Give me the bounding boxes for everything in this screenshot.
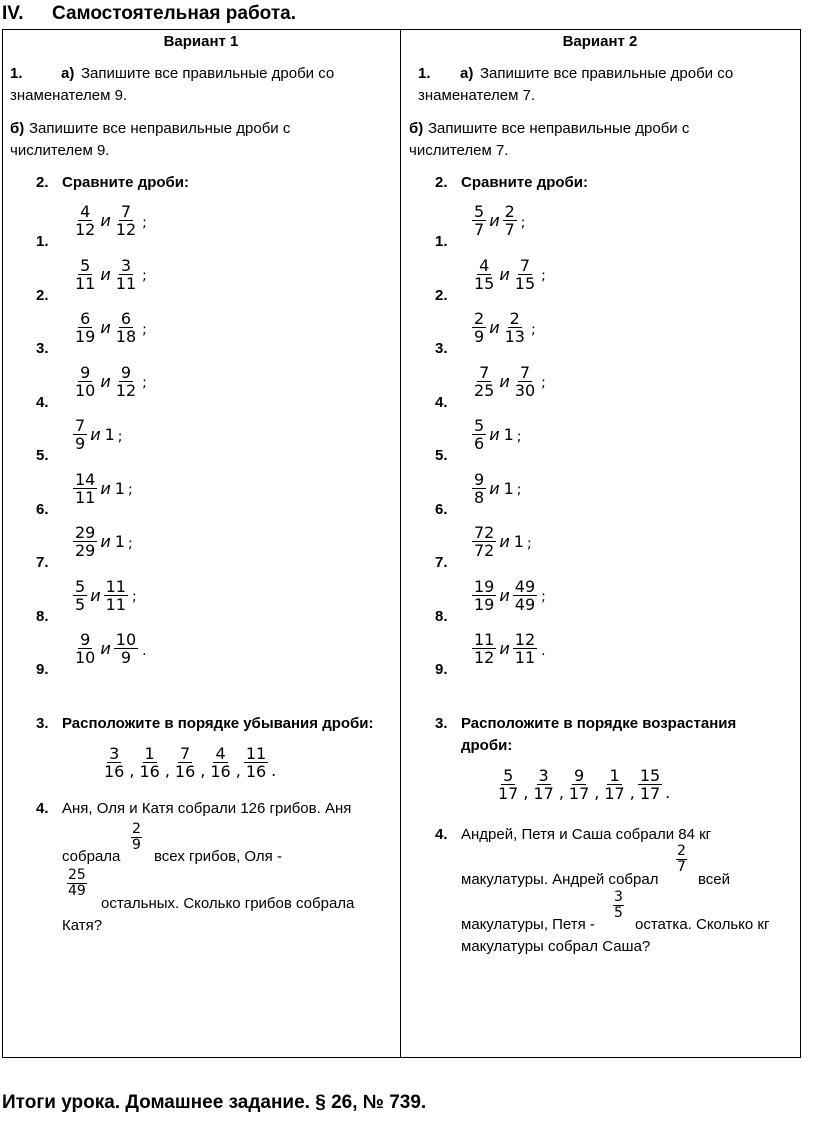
task-4-line-4: Катя?	[62, 917, 103, 934]
whole-number: 1	[513, 532, 524, 551]
conjunction: и	[489, 478, 500, 498]
fraction-b	[104, 578, 128, 613]
fraction-denominator: 12	[75, 220, 96, 239]
compare-item	[471, 578, 546, 613]
task-1b-text: Запишите все неправильные дроби с	[428, 120, 690, 137]
fraction-a	[472, 310, 486, 345]
conjunction: и	[100, 318, 111, 337]
punctuation: ;	[516, 428, 522, 445]
fraction-denominator: 5	[75, 594, 86, 614]
variant-1-title: Вариант 1	[163, 33, 239, 50]
punctuation: ;	[530, 321, 536, 338]
fraction-denominator: 16	[104, 762, 125, 781]
order-fraction	[244, 745, 268, 780]
task-3-title: Расположите в порядке убывания дроби:	[62, 715, 374, 732]
fraction-b	[114, 364, 138, 399]
fraction-numerator: 9	[80, 362, 91, 382]
punctuation: ;	[142, 214, 147, 231]
task-1a-number: 1.	[10, 65, 23, 82]
separator: ,	[235, 761, 241, 780]
conjunction: и	[499, 371, 510, 391]
fraction-denominator: 11	[115, 273, 137, 293]
compare-item-number: 4.	[435, 393, 448, 411]
fraction-a	[472, 364, 496, 399]
fraction-numerator: 3	[109, 744, 120, 763]
fraction-denominator: 7	[474, 220, 485, 239]
fraction-numerator: 4	[80, 202, 91, 221]
task-1b-text-cont: числителем 7.	[409, 142, 509, 159]
punctuation: ;	[131, 589, 137, 605]
separator: ,	[629, 783, 635, 802]
section-title: Самостоятельная работа.	[52, 3, 296, 24]
compare-item	[72, 578, 137, 613]
compare-item-number: 8.	[36, 607, 49, 625]
punctuation: ;	[541, 589, 546, 605]
fraction-numerator: 5	[75, 576, 86, 596]
fraction-numerator: 10	[115, 630, 137, 649]
separator: ,	[164, 761, 170, 780]
task-4-line-3a: макулатуры, Петя -	[461, 916, 595, 933]
compare-item	[471, 364, 546, 399]
task-4-line-2a: собрала	[62, 848, 121, 865]
fraction-denominator: 49	[68, 883, 86, 899]
fraction-numerator: 11	[105, 576, 126, 596]
task-3-number: 3.	[435, 715, 448, 732]
task-2-title: Сравните дроби:	[62, 174, 190, 191]
section-number: IV.	[2, 3, 24, 24]
fraction-a	[472, 203, 486, 238]
task-2-number: 2.	[36, 174, 49, 191]
fraction-numerator: 3	[614, 889, 623, 905]
fraction-denominator: 29	[75, 541, 96, 560]
compare-item-number: 3.	[36, 340, 49, 357]
variant-1-column	[3, 29, 399, 1058]
fraction-a	[73, 203, 97, 238]
compare-item	[72, 417, 123, 452]
fraction-a	[73, 417, 87, 452]
fraction-numerator: 2	[132, 821, 141, 837]
fraction-a	[73, 578, 87, 613]
conjunction: и	[100, 371, 111, 391]
fraction-denominator: 9	[132, 837, 141, 853]
fraction-denominator: 9	[474, 327, 485, 346]
punctuation: ;	[541, 375, 546, 391]
fraction-denominator: 16	[245, 762, 267, 781]
fraction-numerator: 6	[80, 309, 91, 328]
compare-item	[72, 524, 133, 559]
compare-item	[72, 364, 147, 399]
separator: ,	[558, 783, 564, 802]
compare-item-number: 2.	[435, 286, 448, 304]
fraction-a	[73, 310, 97, 345]
fraction-numerator: 12	[514, 630, 536, 649]
fraction-denominator: 16	[139, 762, 160, 781]
fraction-numerator: 4	[479, 255, 490, 275]
fraction-denominator: 6	[474, 434, 485, 453]
fraction-numerator: 9	[80, 630, 91, 649]
fraction-denominator: 12	[115, 220, 137, 239]
task-4-line-2b: всех грибов, Оля -	[154, 848, 282, 865]
fraction-denominator: 18	[115, 327, 137, 346]
conjunction: и	[489, 211, 500, 230]
fraction-denominator: 11	[75, 273, 96, 293]
fraction-numerator: 14	[75, 469, 96, 489]
fraction-denominator: 17	[604, 784, 625, 803]
separator: .	[271, 761, 277, 780]
fraction-numerator: 7	[120, 202, 132, 221]
task-4-line-2b: всей	[698, 871, 731, 888]
fraction-denominator: 72	[474, 541, 495, 560]
variant-2-column	[402, 29, 798, 1058]
compare-item-number: 3.	[435, 340, 448, 357]
order-fractions	[101, 745, 278, 780]
order-fractions	[495, 767, 672, 802]
task-1a-text-cont: знаменателем 7.	[418, 87, 536, 104]
separator: ,	[594, 783, 600, 802]
fraction-a	[472, 631, 496, 666]
fraction-numerator: 9	[474, 469, 485, 489]
whole-number: 1	[503, 478, 514, 498]
whole-number: 1	[503, 425, 514, 444]
conjunction: и	[100, 211, 111, 230]
whole-number: 1	[104, 425, 115, 444]
fraction-numerator: 9	[120, 362, 132, 382]
compare-item-number: 9.	[435, 661, 448, 678]
compare-item-number: 9.	[36, 661, 49, 678]
conjunction: и	[100, 264, 111, 284]
fraction-a	[73, 257, 97, 292]
fraction-numerator: 5	[474, 416, 485, 435]
compare-item-number: 6.	[435, 500, 448, 518]
fraction-numerator: 4	[215, 744, 226, 763]
punctuation: ;	[142, 375, 147, 391]
punctuation: .	[541, 642, 546, 659]
task-4-number: 4.	[435, 826, 448, 843]
whole-number: 1	[114, 478, 125, 498]
fraction-numerator: 7	[75, 416, 86, 435]
conjunction: и	[489, 318, 500, 337]
fraction-numerator: 2	[677, 843, 686, 859]
task-1b-label: б)	[409, 120, 424, 137]
fraction-numerator: 7	[519, 255, 531, 275]
compare-item	[471, 417, 522, 452]
fraction-numerator: 2	[474, 309, 485, 328]
fraction-numerator: 5	[80, 255, 91, 275]
fraction-a	[73, 364, 97, 399]
fraction-denominator: 49	[514, 594, 536, 614]
fraction-numerator: 9	[573, 766, 585, 785]
separator: .	[665, 783, 671, 802]
order-fraction	[567, 767, 591, 802]
task-1a-label: а)	[61, 65, 75, 82]
order-fraction	[173, 745, 197, 780]
order-fraction	[102, 745, 126, 780]
fraction-numerator: 5	[503, 766, 514, 785]
fraction-numerator: 1	[144, 744, 155, 763]
fraction-numerator: 6	[120, 309, 132, 328]
fraction-b	[513, 578, 537, 613]
compare-item-number: 6.	[36, 500, 49, 518]
fraction-numerator: 3	[120, 255, 132, 275]
task-3-title: Расположите в порядке возрастания	[461, 715, 737, 732]
fraction-b	[513, 631, 537, 666]
punctuation: ;	[117, 428, 123, 445]
compare-item-number: 4.	[36, 393, 49, 411]
punctuation: ;	[142, 321, 147, 338]
conjunction: и	[499, 639, 510, 658]
fraction-denominator: 10	[75, 380, 96, 400]
compare-item	[471, 203, 526, 238]
task-4-line-3b: остатка. Сколько кг	[635, 916, 770, 933]
compare-item	[72, 310, 147, 345]
order-fraction	[531, 767, 555, 802]
compare-item	[471, 471, 522, 506]
fraction-denominator: 19	[474, 594, 495, 614]
task-4-number: 4.	[36, 800, 49, 817]
fraction-denominator: 17	[498, 784, 519, 803]
fraction-b	[503, 310, 527, 345]
fraction-a	[472, 417, 486, 452]
compare-item	[471, 524, 532, 559]
punctuation: ;	[127, 535, 133, 552]
fraction-numerator: 2	[504, 202, 515, 221]
task-4-fraction-2	[67, 868, 87, 899]
order-fraction	[137, 745, 161, 780]
order-fraction	[638, 767, 662, 802]
punctuation: ;	[541, 268, 546, 284]
fraction-denominator: 7	[677, 859, 686, 875]
conjunction: и	[499, 264, 510, 284]
punctuation: ;	[526, 535, 532, 552]
task-1a-label: а)	[460, 65, 474, 82]
task-1a-number: 1.	[418, 65, 431, 82]
fraction-denominator: 8	[474, 487, 485, 507]
conjunction: и	[100, 478, 111, 498]
punctuation: .	[142, 642, 147, 659]
fraction-b	[114, 257, 138, 292]
fraction-denominator: 9	[120, 648, 132, 667]
fraction-b	[513, 257, 537, 292]
separator: ,	[200, 761, 206, 780]
punctuation: ;	[142, 268, 147, 284]
footer-homework: Итоги урока. Домашнее задание. § 26, № 739.	[2, 1092, 427, 1113]
task-4-fraction-2	[613, 890, 624, 921]
task-4-fraction-1	[676, 844, 687, 875]
compare-item	[72, 471, 133, 506]
order-fraction	[208, 745, 232, 780]
fraction-denominator: 16	[210, 762, 231, 781]
task-2-title: Сравните дроби:	[461, 174, 589, 191]
task-4-fraction-1	[131, 822, 142, 853]
fraction-denominator: 10	[75, 648, 96, 667]
punctuation: ;	[127, 482, 133, 498]
fraction-denominator: 5	[614, 905, 623, 921]
fraction-a	[472, 471, 486, 506]
task-4-line-1: Андрей, Петя и Саша собрали 84 кг	[461, 826, 712, 843]
section-heading	[2, 3, 602, 29]
conjunction: и	[499, 532, 510, 551]
compare-item	[471, 257, 546, 292]
fraction-a	[73, 631, 97, 666]
fraction-numerator: 5	[474, 202, 485, 221]
whole-number: 1	[114, 532, 125, 551]
fraction-denominator: 12	[115, 380, 137, 400]
separator: ,	[129, 761, 135, 780]
fraction-a	[472, 257, 496, 292]
task-1a-text: Запишите все правильные дроби со	[480, 65, 734, 82]
compare-item-number: 5.	[435, 447, 448, 464]
compare-item	[471, 631, 546, 666]
compare-item-number: 1.	[435, 233, 448, 250]
fraction-denominator: 16	[174, 762, 196, 781]
conjunction: и	[489, 425, 500, 444]
fraction-b	[114, 310, 138, 345]
conjunction: и	[100, 532, 111, 551]
compare-item	[72, 257, 147, 292]
fraction-numerator: 7	[519, 362, 531, 382]
fraction-denominator: 15	[474, 273, 495, 293]
order-fraction	[602, 767, 626, 802]
task-1b-label: б)	[10, 120, 25, 137]
fraction-denominator: 11	[105, 594, 126, 614]
fraction-denominator: 13	[504, 327, 525, 346]
fraction-a	[73, 524, 97, 559]
variant-2-title: Вариант 2	[562, 33, 638, 50]
fraction-denominator: 12	[474, 648, 495, 667]
punctuation: ;	[516, 482, 522, 498]
fraction-numerator: 25	[68, 867, 86, 883]
task-1b-text: Запишите все неправильные дроби с	[29, 120, 291, 137]
task-4-line-2a: макулатуры. Андрей собрал	[461, 871, 659, 888]
fraction-denominator: 9	[75, 434, 86, 453]
table-divider	[400, 29, 401, 1058]
fraction-numerator: 3	[538, 766, 549, 785]
fraction-denominator: 7	[504, 220, 515, 239]
fraction-numerator: 19	[474, 576, 495, 596]
fraction-numerator: 2	[509, 309, 520, 328]
task-1a-text-cont: знаменателем 9.	[10, 87, 128, 104]
fraction-a	[472, 578, 496, 613]
task-1a-text: Запишите все правильные дроби со	[81, 65, 335, 82]
task-4-line-1: Аня, Оля и Катя собрали 126 грибов. Аня	[62, 800, 352, 817]
compare-item	[471, 310, 536, 345]
fraction-numerator: 49	[514, 576, 536, 596]
compare-item-number: 7.	[36, 554, 49, 571]
fraction-b	[503, 203, 517, 238]
fraction-denominator: 25	[474, 380, 495, 400]
fraction-denominator: 15	[514, 273, 536, 293]
fraction-denominator: 11	[514, 648, 536, 667]
fraction-b	[114, 631, 138, 666]
compare-item-number: 8.	[435, 607, 448, 625]
order-fraction	[496, 767, 520, 802]
compare-item-number: 2.	[36, 286, 49, 304]
fraction-numerator: 11	[245, 744, 267, 763]
task-3-number: 3.	[36, 715, 49, 732]
conjunction: и	[90, 585, 101, 605]
fraction-denominator: 19	[75, 327, 96, 346]
conjunction: и	[100, 639, 111, 658]
fraction-numerator: 1	[609, 766, 620, 785]
fraction-denominator: 30	[514, 380, 536, 400]
compare-item-number: 1.	[36, 233, 49, 250]
fraction-denominator: 17	[533, 784, 554, 803]
separator: ,	[523, 783, 529, 802]
fraction-numerator: 7	[179, 744, 191, 763]
compare-item-number: 5.	[36, 447, 49, 464]
conjunction: и	[499, 585, 510, 605]
fraction-a	[472, 524, 496, 559]
task-3-title-cont: дроби:	[461, 737, 513, 754]
conjunction: и	[90, 425, 101, 444]
task-1b-text-cont: числителем 9.	[10, 142, 110, 159]
fraction-denominator: 17	[568, 784, 590, 803]
fraction-a	[73, 471, 97, 506]
task-4-line-3: остальных. Сколько грибов собрала	[101, 895, 355, 912]
fraction-numerator: 7	[479, 362, 490, 382]
compare-item-number: 7.	[435, 554, 448, 571]
fraction-b	[513, 364, 537, 399]
compare-item	[72, 203, 147, 238]
punctuation: ;	[520, 214, 526, 231]
fraction-b	[114, 203, 138, 238]
fraction-numerator: 72	[474, 523, 495, 542]
fraction-denominator: 11	[75, 487, 96, 507]
compare-item	[72, 631, 147, 666]
fraction-numerator: 29	[75, 523, 96, 542]
fraction-denominator: 17	[639, 784, 661, 803]
task-4-line-4: макулатуры собрал Саша?	[461, 938, 651, 955]
task-2-number: 2.	[435, 174, 448, 191]
fraction-numerator: 11	[474, 630, 495, 649]
fraction-numerator: 15	[639, 766, 661, 785]
